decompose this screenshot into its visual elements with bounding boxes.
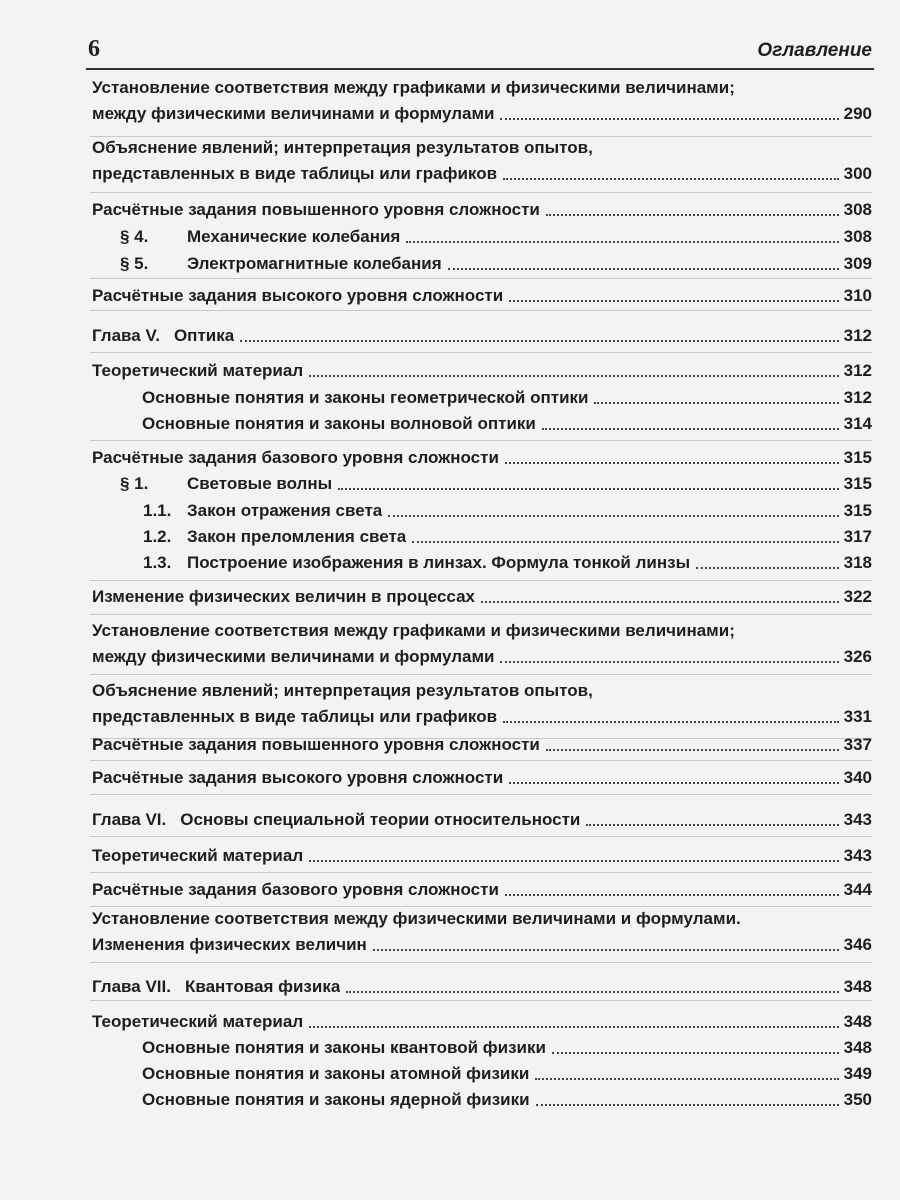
- dot-leader: [509, 300, 838, 302]
- toc-entry-title: Расчётные задания высокого уровня сложности: [92, 286, 504, 305]
- dot-leader: [546, 749, 839, 751]
- toc-entry-number: Глава V.: [92, 326, 160, 345]
- divider: [90, 614, 872, 615]
- toc-page-number: 315: [843, 448, 872, 467]
- toc-entry-title: Теоретический материал: [92, 361, 304, 380]
- toc-page-number: 317: [843, 527, 872, 546]
- toc-entry-title: Оптика: [173, 326, 235, 345]
- toc-page-number: 308: [843, 200, 872, 219]
- dot-leader: [309, 860, 838, 862]
- dot-leader: [448, 268, 839, 270]
- toc-entry[interactable]: [92, 646, 872, 668]
- toc-page-number: 326: [843, 647, 872, 666]
- toc-entry[interactable]: [92, 199, 872, 221]
- toc-entry-title: Изменение физических величин в процессах: [92, 587, 475, 606]
- dot-leader: [406, 241, 838, 243]
- toc-chapter[interactable]: [92, 809, 872, 831]
- dot-leader: [594, 402, 838, 404]
- page-number: 6: [88, 36, 100, 62]
- toc-entry-number: 1.2.: [143, 527, 172, 546]
- toc-entry-number: Глава VII.: [92, 977, 171, 996]
- dot-leader: [309, 1026, 838, 1028]
- toc-entry[interactable]: [142, 1037, 872, 1059]
- toc-entry[interactable]: [142, 1063, 872, 1085]
- toc-entry-title: Изменения физических величин: [92, 935, 367, 954]
- toc-entry-title: Световые волны: [187, 474, 333, 493]
- toc-page-number: 315: [843, 501, 872, 520]
- divider: [90, 674, 872, 675]
- toc-page-number: 340: [843, 768, 872, 787]
- divider: [90, 794, 872, 795]
- toc-entry[interactable]: [120, 253, 872, 275]
- toc-page-number: 290: [843, 104, 872, 123]
- toc-page-number: 348: [843, 1012, 872, 1031]
- dot-leader: [338, 488, 838, 490]
- header-rule: [86, 68, 874, 70]
- toc-page-number: 348: [843, 977, 872, 996]
- toc-page-number: 350: [843, 1090, 872, 1109]
- toc-entry[interactable]: [92, 767, 872, 789]
- toc-entry[interactable]: [92, 285, 872, 307]
- toc-entry-title: Основы специальной теории относительности: [180, 810, 581, 829]
- divider: [90, 440, 872, 441]
- toc-entry[interactable]: [92, 163, 872, 185]
- dot-leader: [503, 721, 839, 723]
- toc-page-number: 337: [843, 735, 872, 754]
- toc-page-number: 314: [843, 414, 872, 433]
- dot-leader: [388, 515, 838, 517]
- toc-page-number: 348: [843, 1038, 872, 1057]
- toc-entry-number: 1.3.: [143, 553, 172, 572]
- toc-page-number: 349: [843, 1064, 872, 1083]
- divider: [90, 278, 872, 279]
- toc-entry-title: Расчётные задания повышенного уровня сложности: [92, 200, 540, 219]
- toc-entry[interactable]: [143, 552, 872, 574]
- toc-entry[interactable]: [92, 586, 872, 608]
- toc-page-number: 315: [843, 474, 872, 493]
- dot-leader: [500, 118, 838, 120]
- dot-leader: [535, 1078, 838, 1080]
- toc-entry[interactable]: [92, 734, 872, 756]
- toc-entry-number: § 4.: [120, 227, 149, 246]
- toc-entry-title: Механические колебания: [187, 227, 401, 246]
- toc-entry[interactable]: [92, 1011, 872, 1033]
- toc-entry[interactable]: [92, 934, 872, 956]
- dot-leader: [696, 567, 839, 569]
- toc-entry[interactable]: [92, 879, 872, 901]
- dot-leader: [509, 782, 838, 784]
- dot-leader: [505, 894, 839, 896]
- divider: [90, 760, 872, 761]
- toc-page-number: 318: [843, 553, 872, 572]
- toc-entry[interactable]: [142, 413, 872, 435]
- toc-entry-title: Основные понятия и законы геометрической оптики: [142, 388, 589, 407]
- toc-entry-title: представленных в виде таблицы или графиков: [92, 707, 498, 726]
- toc-entry-title: Теоретический материал: [92, 1012, 304, 1031]
- dot-leader: [481, 601, 839, 603]
- toc-entry-title: Теоретический материал: [92, 846, 304, 865]
- toc-entry[interactable]: [120, 473, 872, 495]
- toc-entry-title: Основные понятия и законы волновой оптики: [142, 414, 536, 433]
- toc-entry[interactable]: [92, 845, 872, 867]
- toc-page-number: 308: [843, 227, 872, 246]
- toc-page-number: 312: [843, 388, 872, 407]
- toc-page-number: 312: [843, 361, 872, 380]
- toc-page-number: 322: [843, 587, 872, 606]
- divider: [90, 1000, 872, 1001]
- toc-entry[interactable]: [142, 1089, 872, 1111]
- toc-entry-title: между физическими величинами и формулами: [92, 104, 495, 123]
- toc-entry-title: Расчётные задания базового уровня сложности: [92, 880, 499, 899]
- dot-leader: [240, 340, 838, 342]
- dot-leader: [546, 214, 839, 216]
- toc-page-number: 310: [843, 286, 872, 305]
- toc-entry-title: Закон отражения света: [187, 501, 383, 520]
- toc-entry[interactable]: [143, 526, 872, 548]
- divider: [90, 872, 872, 873]
- dot-leader: [586, 824, 838, 826]
- toc-entry-title: Основные понятия и законы квантовой физики: [142, 1038, 546, 1057]
- divider: [90, 310, 872, 311]
- toc-entry[interactable]: [142, 387, 872, 409]
- dot-leader: [346, 991, 838, 993]
- toc-page-number: 312: [843, 326, 872, 345]
- toc-entry-first-line: Объяснение явлений; интерпретация результатов опытов,: [92, 681, 593, 700]
- toc-page-number: 346: [843, 935, 872, 954]
- toc-entry-title: Построение изображения в линзах. Формула тонкой линзы: [187, 553, 691, 572]
- dot-leader: [309, 375, 838, 377]
- toc-entry-title: Основные понятия и законы ядерной физики: [142, 1090, 530, 1109]
- toc-page-number: 309: [843, 254, 872, 273]
- dot-leader: [552, 1052, 839, 1054]
- toc-page-number: 344: [843, 880, 872, 899]
- toc-entry-title: Основные понятия и законы атомной физики: [142, 1064, 530, 1083]
- toc-entry-number: § 1.: [120, 474, 149, 493]
- toc-entry[interactable]: [92, 103, 872, 125]
- dot-leader: [542, 428, 839, 430]
- divider: [90, 352, 872, 353]
- toc-entry-first-line: Установление соответствия между физическими величинами и формулами.: [92, 909, 741, 928]
- divider: [90, 192, 872, 193]
- toc-entry-number: 1.1.: [143, 501, 172, 520]
- toc-page-number: 300: [843, 164, 872, 183]
- dot-leader: [373, 949, 839, 951]
- toc-page-number: 343: [843, 810, 872, 829]
- toc-entry[interactable]: [92, 706, 872, 728]
- toc-entry-title: Электромагнитные колебания: [187, 254, 442, 273]
- toc-entry-title: Расчётные задания базового уровня сложности: [92, 448, 499, 467]
- toc-entry[interactable]: [92, 360, 872, 382]
- dot-leader: [412, 541, 838, 543]
- dot-leader: [536, 1104, 839, 1106]
- toc-entry-number: § 5.: [120, 254, 149, 273]
- toc-entry-title: Закон преломления света: [187, 527, 407, 546]
- running-title: Оглавление: [757, 40, 872, 61]
- toc-entry-first-line: Объяснение явлений; интерпретация результатов опытов,: [92, 138, 593, 157]
- toc-chapter[interactable]: [92, 976, 872, 998]
- toc-entry[interactable]: [143, 500, 872, 522]
- toc-entry[interactable]: [120, 226, 872, 248]
- toc-entry-title: Расчётные задания повышенного уровня сложности: [92, 735, 540, 754]
- toc-page-number: 343: [843, 846, 872, 865]
- dot-leader: [500, 661, 838, 663]
- toc-entry-title: представленных в виде таблицы или графиков: [92, 164, 498, 183]
- toc-entry-title: Квантовая физика: [184, 977, 341, 996]
- toc-page-number: 331: [843, 707, 872, 726]
- dot-leader: [503, 178, 839, 180]
- toc-chapter[interactable]: [92, 325, 872, 347]
- toc-entry-title: между физическими величинами и формулами: [92, 647, 495, 666]
- dot-leader: [505, 462, 839, 464]
- divider: [90, 906, 872, 907]
- divider: [90, 962, 872, 963]
- toc-entry-number: Глава VI.: [92, 810, 167, 829]
- toc-entry-first-line: Установление соответствия между графиками и физическими величинами;: [92, 621, 735, 640]
- divider: [90, 580, 872, 581]
- divider: [90, 836, 872, 837]
- toc-entry-title: Расчётные задания высокого уровня сложности: [92, 768, 504, 787]
- toc-entry[interactable]: [92, 447, 872, 469]
- toc-entry-first-line: Установление соответствия между графиками и физическими величинами;: [92, 78, 735, 97]
